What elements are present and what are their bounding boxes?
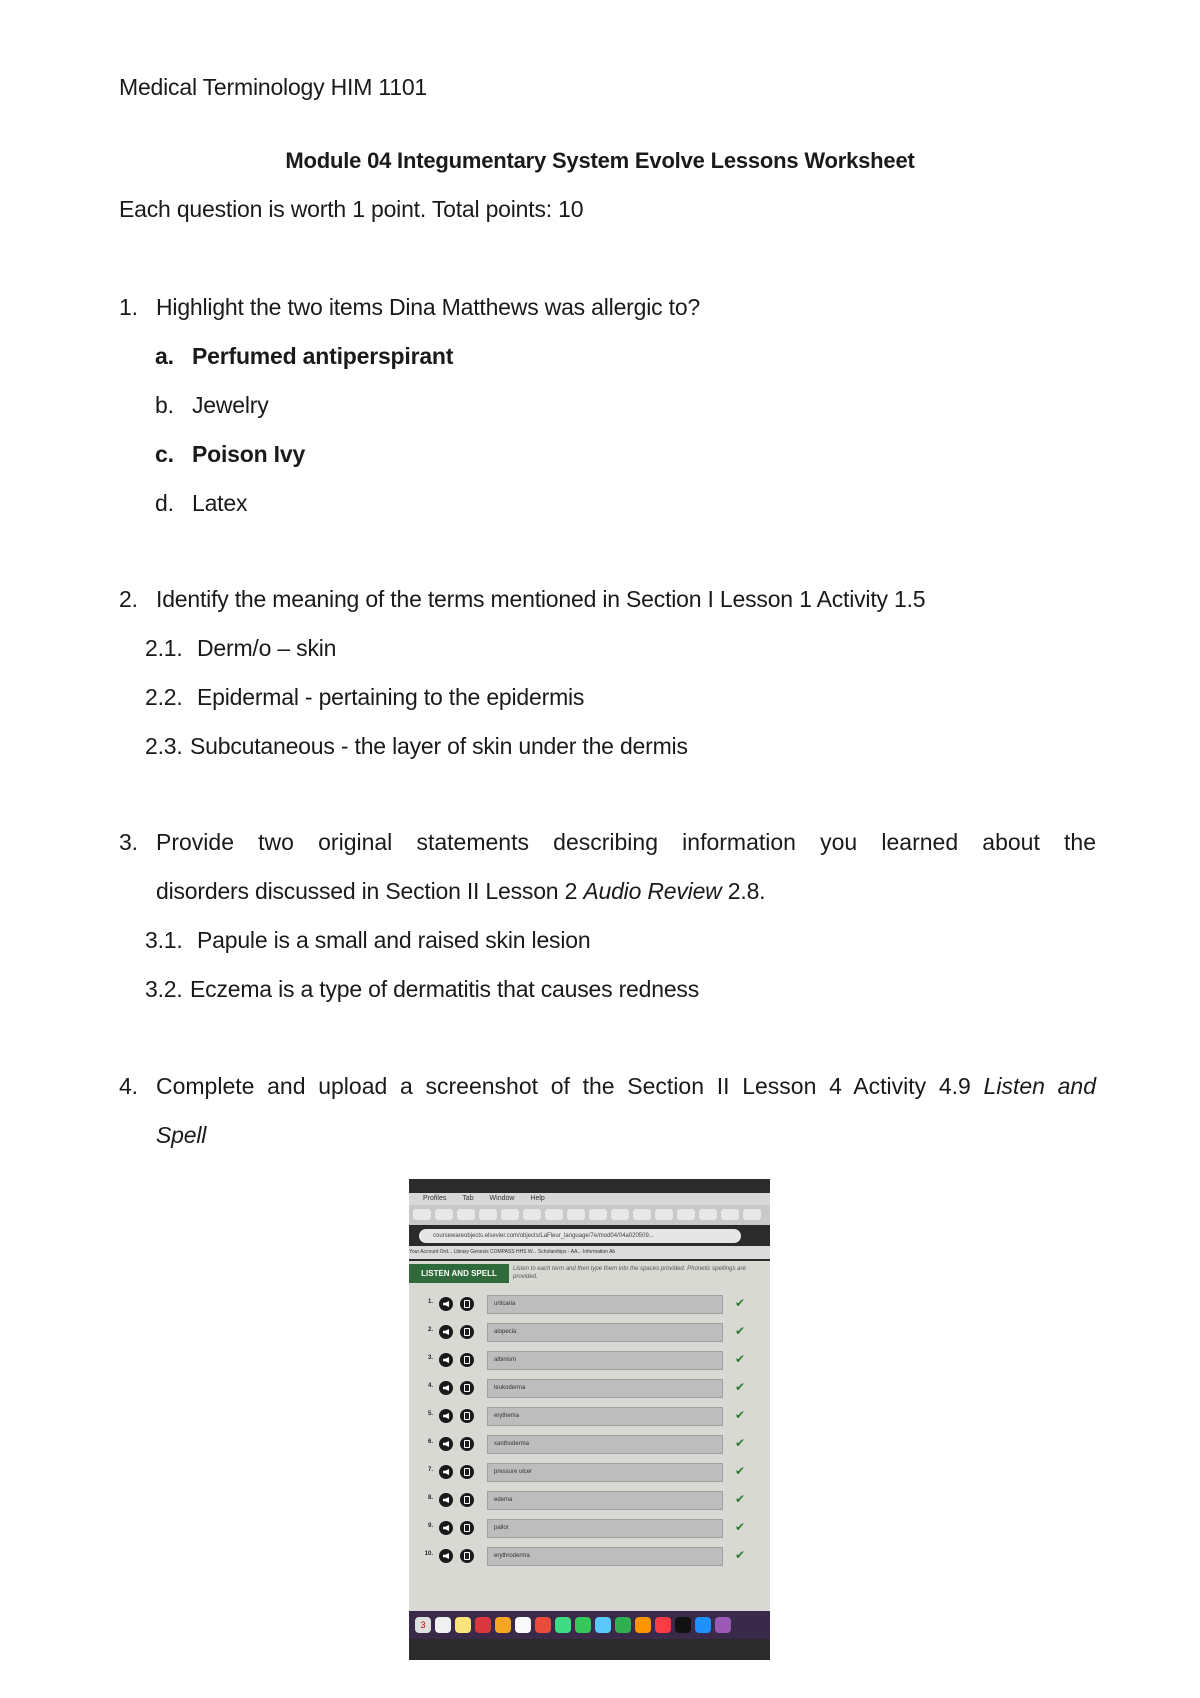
phonetic-icon: [460, 1381, 474, 1395]
speaker-icon: [439, 1521, 453, 1535]
menu-item: Profiles: [423, 1195, 447, 1202]
menu-item: Window: [489, 1195, 515, 1202]
browser-tab: [699, 1209, 717, 1220]
answer-text: Eczema is a type of dermatitis that causes redness: [190, 976, 700, 1002]
photo-url-bar: coursewareobjects.elsevier.com/objects/LaFleur_language/7e/mod04/04a020509...: [419, 1229, 741, 1243]
answer-number: 2.1.: [145, 635, 183, 661]
check-icon: ✔: [735, 1352, 746, 1366]
activity-header: LISTEN AND SPELL: [409, 1264, 509, 1283]
option-letter: c.: [155, 441, 174, 467]
term-field: erythroderma: [487, 1547, 723, 1566]
question-4-text-line1: [156, 1071, 1096, 1101]
speaker-icon: [439, 1325, 453, 1339]
maps-icon: [555, 1617, 571, 1633]
question-4-text-line2: Spell: [156, 1122, 207, 1148]
photo-menubar: [409, 1193, 770, 1205]
term-field: xanthoderma: [487, 1435, 723, 1454]
spell-row: [409, 1351, 770, 1373]
option-text: Perfumed antiperspirant: [192, 343, 454, 369]
chrome-icon: [535, 1617, 551, 1633]
option-text: Poison Ivy: [192, 441, 306, 467]
option-text: Latex: [192, 490, 248, 516]
term-field: leukoderma: [487, 1379, 723, 1398]
answer-3-2: [145, 974, 699, 1004]
question-number: 2.: [119, 586, 138, 612]
term-field: pressure ulcer: [487, 1463, 723, 1482]
speaker-icon: [439, 1409, 453, 1423]
text-segment-italic: Listen and: [983, 1073, 1097, 1099]
news-icon: [475, 1617, 491, 1633]
option-letter: a.: [155, 343, 174, 369]
check-icon: ✔: [735, 1548, 746, 1562]
answer-number: 3.2.: [145, 976, 183, 1002]
check-icon: ✔: [735, 1520, 746, 1534]
question-3-text-line1: Provide two original statements describing information you learned about the: [156, 829, 1096, 855]
answer-text: Subcutaneous - the layer of skin under the dermis: [190, 733, 688, 759]
browser-tab: [743, 1209, 761, 1220]
browser-tab: [457, 1209, 475, 1220]
listen-and-spell-screenshot: [409, 1179, 770, 1660]
option-text: Jewelry: [192, 392, 269, 418]
messages-icon: [575, 1617, 591, 1633]
check-icon: ✔: [735, 1408, 746, 1422]
pages-icon: [635, 1617, 651, 1633]
spell-row: [409, 1519, 770, 1541]
option-d: [155, 488, 247, 518]
phonetic-icon: [460, 1549, 474, 1563]
books-icon: [495, 1617, 511, 1633]
check-icon: ✔: [735, 1492, 746, 1506]
phonetic-icon: [460, 1521, 474, 1535]
speaker-icon: [439, 1465, 453, 1479]
answer-number: 2.3.: [145, 733, 183, 759]
browser-tab: [655, 1209, 673, 1220]
speaker-icon: [439, 1549, 453, 1563]
keynote-icon: [595, 1617, 611, 1633]
check-icon: ✔: [735, 1464, 746, 1478]
row-number: 4.: [427, 1383, 433, 1389]
spell-row: [409, 1407, 770, 1429]
answer-number: 2.2.: [145, 684, 183, 710]
text-segment-italic: Audio Review: [583, 878, 722, 904]
answer-2-1: [145, 633, 336, 663]
browser-tab: [677, 1209, 695, 1220]
answer-text: Papule is a small and raised skin lesion: [197, 927, 591, 953]
worksheet-title: Module 04 Integumentary System Evolve Lessons Worksheet: [285, 148, 915, 173]
browser-tab: [589, 1209, 607, 1220]
check-icon: ✔: [735, 1380, 746, 1394]
question-text: Identify the meaning of the terms mentioned in Section I Lesson 1 Activity 1.5: [156, 586, 926, 612]
row-number: 3.: [427, 1355, 433, 1361]
music-icon: [655, 1617, 671, 1633]
term-field: urticaria: [487, 1295, 723, 1314]
question-number: 1.: [119, 294, 138, 320]
row-number: 9.: [427, 1523, 433, 1529]
speaker-icon: [439, 1493, 453, 1507]
photos-icon: [515, 1617, 531, 1633]
photo-browser-tabs: [409, 1205, 770, 1225]
row-number: 5.: [427, 1411, 433, 1417]
row-number: 8.: [427, 1495, 433, 1501]
text-segment: disorders discussed in Section II Lesson 2: [156, 878, 584, 904]
spell-row: [409, 1435, 770, 1457]
row-number: 2.: [427, 1327, 433, 1333]
spell-row: [409, 1379, 770, 1401]
photo-activity-content: [409, 1261, 770, 1611]
check-icon: ✔: [735, 1324, 746, 1338]
browser-tab: [611, 1209, 629, 1220]
check-icon: ✔: [735, 1436, 746, 1450]
question-2: [119, 584, 925, 614]
term-field: edema: [487, 1491, 723, 1510]
browser-tab: [523, 1209, 541, 1220]
question-text: Highlight the two items Dina Matthews was allergic to?: [156, 294, 700, 320]
question-1: [119, 292, 700, 322]
question-4-number: 4.: [119, 1073, 138, 1099]
app-store-icon: [695, 1617, 711, 1633]
podcasts-icon: [715, 1617, 731, 1633]
option-b: [155, 390, 269, 420]
spell-row: [409, 1491, 770, 1513]
answer-number: 3.1.: [145, 927, 183, 953]
photo-dock: [409, 1611, 770, 1639]
phonetic-icon: [460, 1409, 474, 1423]
browser-tab: [479, 1209, 497, 1220]
answer-2-2: [145, 682, 584, 712]
speaker-icon: [439, 1297, 453, 1311]
term-field: pallor: [487, 1519, 723, 1538]
spell-row: [409, 1295, 770, 1317]
row-number: 1.: [427, 1299, 433, 1305]
phonetic-icon: [460, 1493, 474, 1507]
row-number: 7.: [427, 1467, 433, 1473]
spell-row: [409, 1547, 770, 1569]
row-number: 6.: [427, 1439, 433, 1445]
option-letter: b.: [155, 392, 174, 418]
browser-tab: [633, 1209, 651, 1220]
speaker-icon: [439, 1381, 453, 1395]
browser-tab: [413, 1209, 431, 1220]
phonetic-icon: [460, 1297, 474, 1311]
option-a: [155, 341, 453, 371]
notes-icon: [435, 1617, 451, 1633]
browser-tab: [501, 1209, 519, 1220]
points-note: Each question is worth 1 point. Total points: 10: [119, 196, 584, 222]
photo-bookmarks-bar: Your Account Ord... Library Genesis COMPASS HHS W... Scholarships - AA... Information Ab: [409, 1246, 770, 1259]
text-segment: 2.8.: [721, 878, 766, 904]
option-letter: d.: [155, 490, 174, 516]
question-3-number: 3.: [119, 829, 138, 855]
text-segment: Complete and upload a screenshot of the Section II Lesson 4 Activity 4.9: [156, 1073, 984, 1099]
phonetic-icon: [460, 1437, 474, 1451]
answer-text: Derm/o – skin: [197, 635, 337, 661]
phonetic-icon: [460, 1325, 474, 1339]
option-c: [155, 439, 305, 469]
menu-item: Tab: [462, 1195, 474, 1202]
question-3-text-line2: [156, 876, 765, 906]
row-number: 10.: [424, 1551, 433, 1557]
answer-3-1: [145, 925, 590, 955]
calendar-icon: 3: [415, 1617, 431, 1633]
menu-item: Help: [530, 1195, 545, 1202]
spell-row: [409, 1463, 770, 1485]
stickies-icon: [455, 1617, 471, 1633]
browser-tab: [545, 1209, 563, 1220]
check-icon: ✔: [735, 1296, 746, 1310]
phonetic-icon: [460, 1465, 474, 1479]
term-field: erythema: [487, 1407, 723, 1426]
speaker-icon: [439, 1353, 453, 1367]
tv-icon: [675, 1617, 691, 1633]
activity-instructions: Listen to each term and then type them into the spaces provided. Phonetic spellings are provided.: [513, 1266, 746, 1280]
term-field: alopecia: [487, 1323, 723, 1342]
spell-row: [409, 1323, 770, 1345]
numbers-icon: [615, 1617, 631, 1633]
speaker-icon: [439, 1437, 453, 1451]
term-field: albinism: [487, 1351, 723, 1370]
browser-tab: [721, 1209, 739, 1220]
browser-tab: [435, 1209, 453, 1220]
phonetic-icon: [460, 1353, 474, 1367]
course-name: Medical Terminology HIM 1101: [119, 74, 428, 100]
answer-text: Epidermal - pertaining to the epidermis: [197, 684, 585, 710]
answer-2-3: [145, 731, 688, 761]
browser-tab: [567, 1209, 585, 1220]
